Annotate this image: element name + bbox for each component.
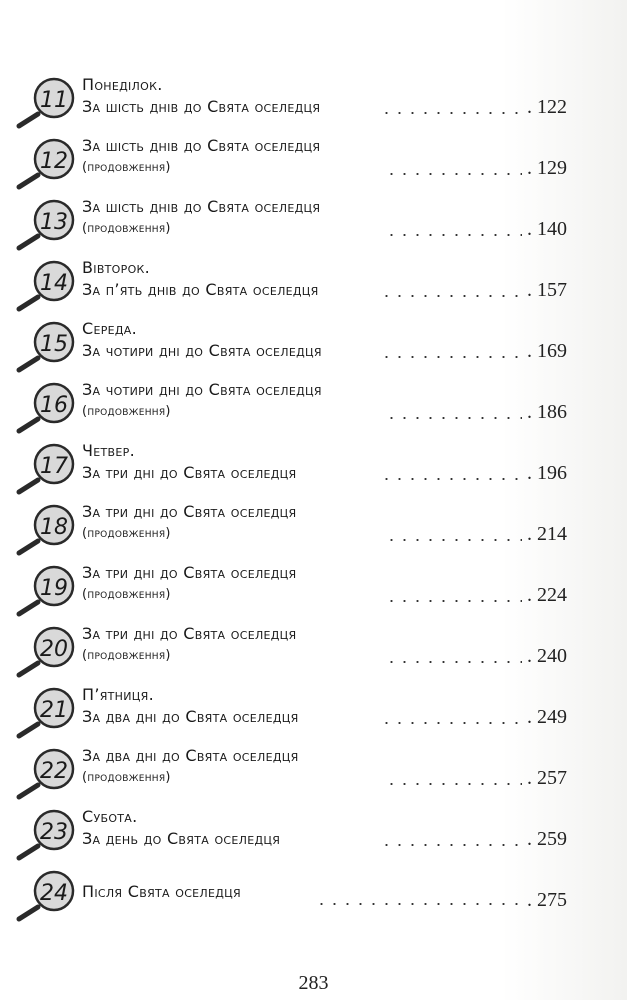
toc-entry-24[interactable]: [0, 863, 627, 925]
dot-leader: [385, 783, 522, 785]
magnifying-glass-icon: [10, 497, 92, 559]
chapter-title-line: Вівторок.: [82, 258, 151, 277]
chapter-number-badge: [10, 375, 92, 437]
page-number: . 196: [527, 462, 567, 484]
chapter-number: 21: [40, 698, 68, 723]
toc-entry-16[interactable]: [0, 375, 627, 437]
chapter-title-line: За три дні до Свята оселедця: [82, 463, 297, 482]
chapter-number-badge: [10, 314, 92, 376]
chapter-number: 14: [40, 271, 68, 296]
chapter-number-badge: [10, 131, 92, 193]
chapter-title-line: Після Свята оселедця: [82, 882, 241, 901]
magnifying-glass-icon: [10, 680, 92, 742]
page-number: . 224: [527, 584, 567, 606]
chapter-number: 13: [40, 210, 68, 235]
toc-entry-13[interactable]: [0, 192, 627, 254]
chapter-title-line: За день до Свята оселедця: [82, 829, 281, 848]
chapter-number-badge: [10, 70, 92, 132]
toc-entry-12[interactable]: [0, 131, 627, 193]
chapter-title-line: (продовження): [82, 160, 171, 175]
dot-leader: [385, 600, 522, 602]
chapter-title-line: За три дні до Свята оселедця: [82, 563, 297, 582]
chapter-title-line: Понеділок.: [82, 75, 163, 94]
chapter-number: 24: [40, 881, 68, 906]
chapter-title-line: За п’ять днів до Свята оселедця: [82, 280, 319, 299]
page-number: . 186: [527, 401, 567, 423]
chapter-number-badge: [10, 436, 92, 498]
chapter-title-line: (продовження): [82, 587, 171, 602]
toc-entry-23[interactable]: [0, 802, 627, 864]
page-number: . 240: [527, 645, 567, 667]
chapter-number-badge: [10, 619, 92, 681]
chapter-title-line: За два дні до Свята оселедця: [82, 707, 299, 726]
page-number: . 169: [527, 340, 567, 362]
magnifying-glass-icon: [10, 131, 92, 193]
magnifying-glass-icon: [10, 619, 92, 681]
chapter-number: 23: [40, 820, 68, 845]
chapter-title-line: (продовження): [82, 770, 171, 785]
dot-leader: [380, 844, 522, 846]
toc-entry-11[interactable]: [0, 70, 627, 132]
chapter-title-line: (продовження): [82, 648, 171, 663]
chapter-title-line: Середа.: [82, 319, 138, 338]
magnifying-glass-icon: [10, 558, 92, 620]
dot-leader: [385, 234, 522, 236]
chapter-number: 11: [40, 88, 68, 113]
page-number: . 275: [527, 889, 567, 911]
dot-leader: [380, 478, 522, 480]
chapter-number: 16: [40, 393, 68, 418]
magnifying-glass-icon: [10, 741, 92, 803]
dot-leader: [385, 173, 522, 175]
chapter-title-line: За три дні до Свята оселедця: [82, 624, 297, 643]
magnifying-glass-icon: [10, 375, 92, 437]
page-number: . 257: [527, 767, 567, 789]
toc-entry-19[interactable]: [0, 558, 627, 620]
chapter-title-line: За три дні до Свята оселедця: [82, 502, 297, 521]
toc-entry-14[interactable]: [0, 253, 627, 315]
chapter-number-badge: [10, 192, 92, 254]
chapter-number: 22: [40, 759, 68, 784]
chapter-title-line: П’ятниця.: [82, 685, 154, 704]
toc-entry-15[interactable]: [0, 314, 627, 376]
magnifying-glass-icon: [10, 314, 92, 376]
dot-leader: [385, 661, 522, 663]
toc-entry-20[interactable]: [0, 619, 627, 681]
toc-entry-21[interactable]: [0, 680, 627, 742]
dot-leader: [315, 903, 522, 905]
chapter-number: 15: [40, 332, 68, 357]
dot-leader: [380, 295, 522, 297]
chapter-title-line: Субота.: [82, 807, 138, 826]
chapter-number: 17: [40, 454, 68, 479]
chapter-number-badge: [10, 741, 92, 803]
chapter-number-badge: [10, 802, 92, 864]
chapter-title-line: За шість днів до Свята оселедця: [82, 136, 321, 155]
dot-leader: [385, 417, 522, 419]
page-number: . 129: [527, 157, 567, 179]
chapter-number-badge: [10, 253, 92, 315]
dot-leader: [380, 722, 522, 724]
chapter-title-line: За два дні до Свята оселедця: [82, 746, 299, 765]
toc-entry-18[interactable]: [0, 497, 627, 559]
chapter-number-badge: [10, 863, 92, 925]
chapter-number: 20: [40, 637, 68, 662]
page-number: . 249: [527, 706, 567, 728]
chapter-number: 18: [40, 515, 68, 540]
chapter-title-line: За чотири дні до Свята оселедця: [82, 380, 322, 399]
chapter-number-badge: [10, 558, 92, 620]
magnifying-glass-icon: [10, 192, 92, 254]
page-number: . 214: [527, 523, 567, 545]
chapter-title-line: (продовження): [82, 404, 171, 419]
toc-entry-17[interactable]: [0, 436, 627, 498]
magnifying-glass-icon: [10, 70, 92, 132]
magnifying-glass-icon: [10, 436, 92, 498]
chapter-title-line: За чотири дні до Свята оселедця: [82, 341, 322, 360]
folio-page-number: 283: [298, 972, 329, 994]
chapter-title-line: За шість днів до Свята оселедця: [82, 197, 321, 216]
magnifying-glass-icon: [10, 802, 92, 864]
page-number: . 259: [527, 828, 567, 850]
dot-leader: [380, 112, 522, 114]
dot-leader: [380, 356, 522, 358]
chapter-title-line: (продовження): [82, 526, 171, 541]
page-number: . 157: [527, 279, 567, 301]
chapter-title-line: (продовження): [82, 221, 171, 236]
toc-entry-22[interactable]: [0, 741, 627, 803]
chapter-title-line: Четвер.: [82, 441, 135, 460]
chapter-number-badge: [10, 497, 92, 559]
magnifying-glass-icon: [10, 253, 92, 315]
page-number: . 122: [527, 96, 567, 118]
magnifying-glass-icon: [10, 863, 92, 925]
chapter-number-badge: [10, 680, 92, 742]
dot-leader: [385, 539, 522, 541]
chapter-number: 19: [40, 576, 68, 601]
chapter-number: 12: [40, 149, 68, 174]
page-number: . 140: [527, 218, 567, 240]
chapter-title-line: За шість днів до Свята оселедця: [82, 97, 321, 116]
